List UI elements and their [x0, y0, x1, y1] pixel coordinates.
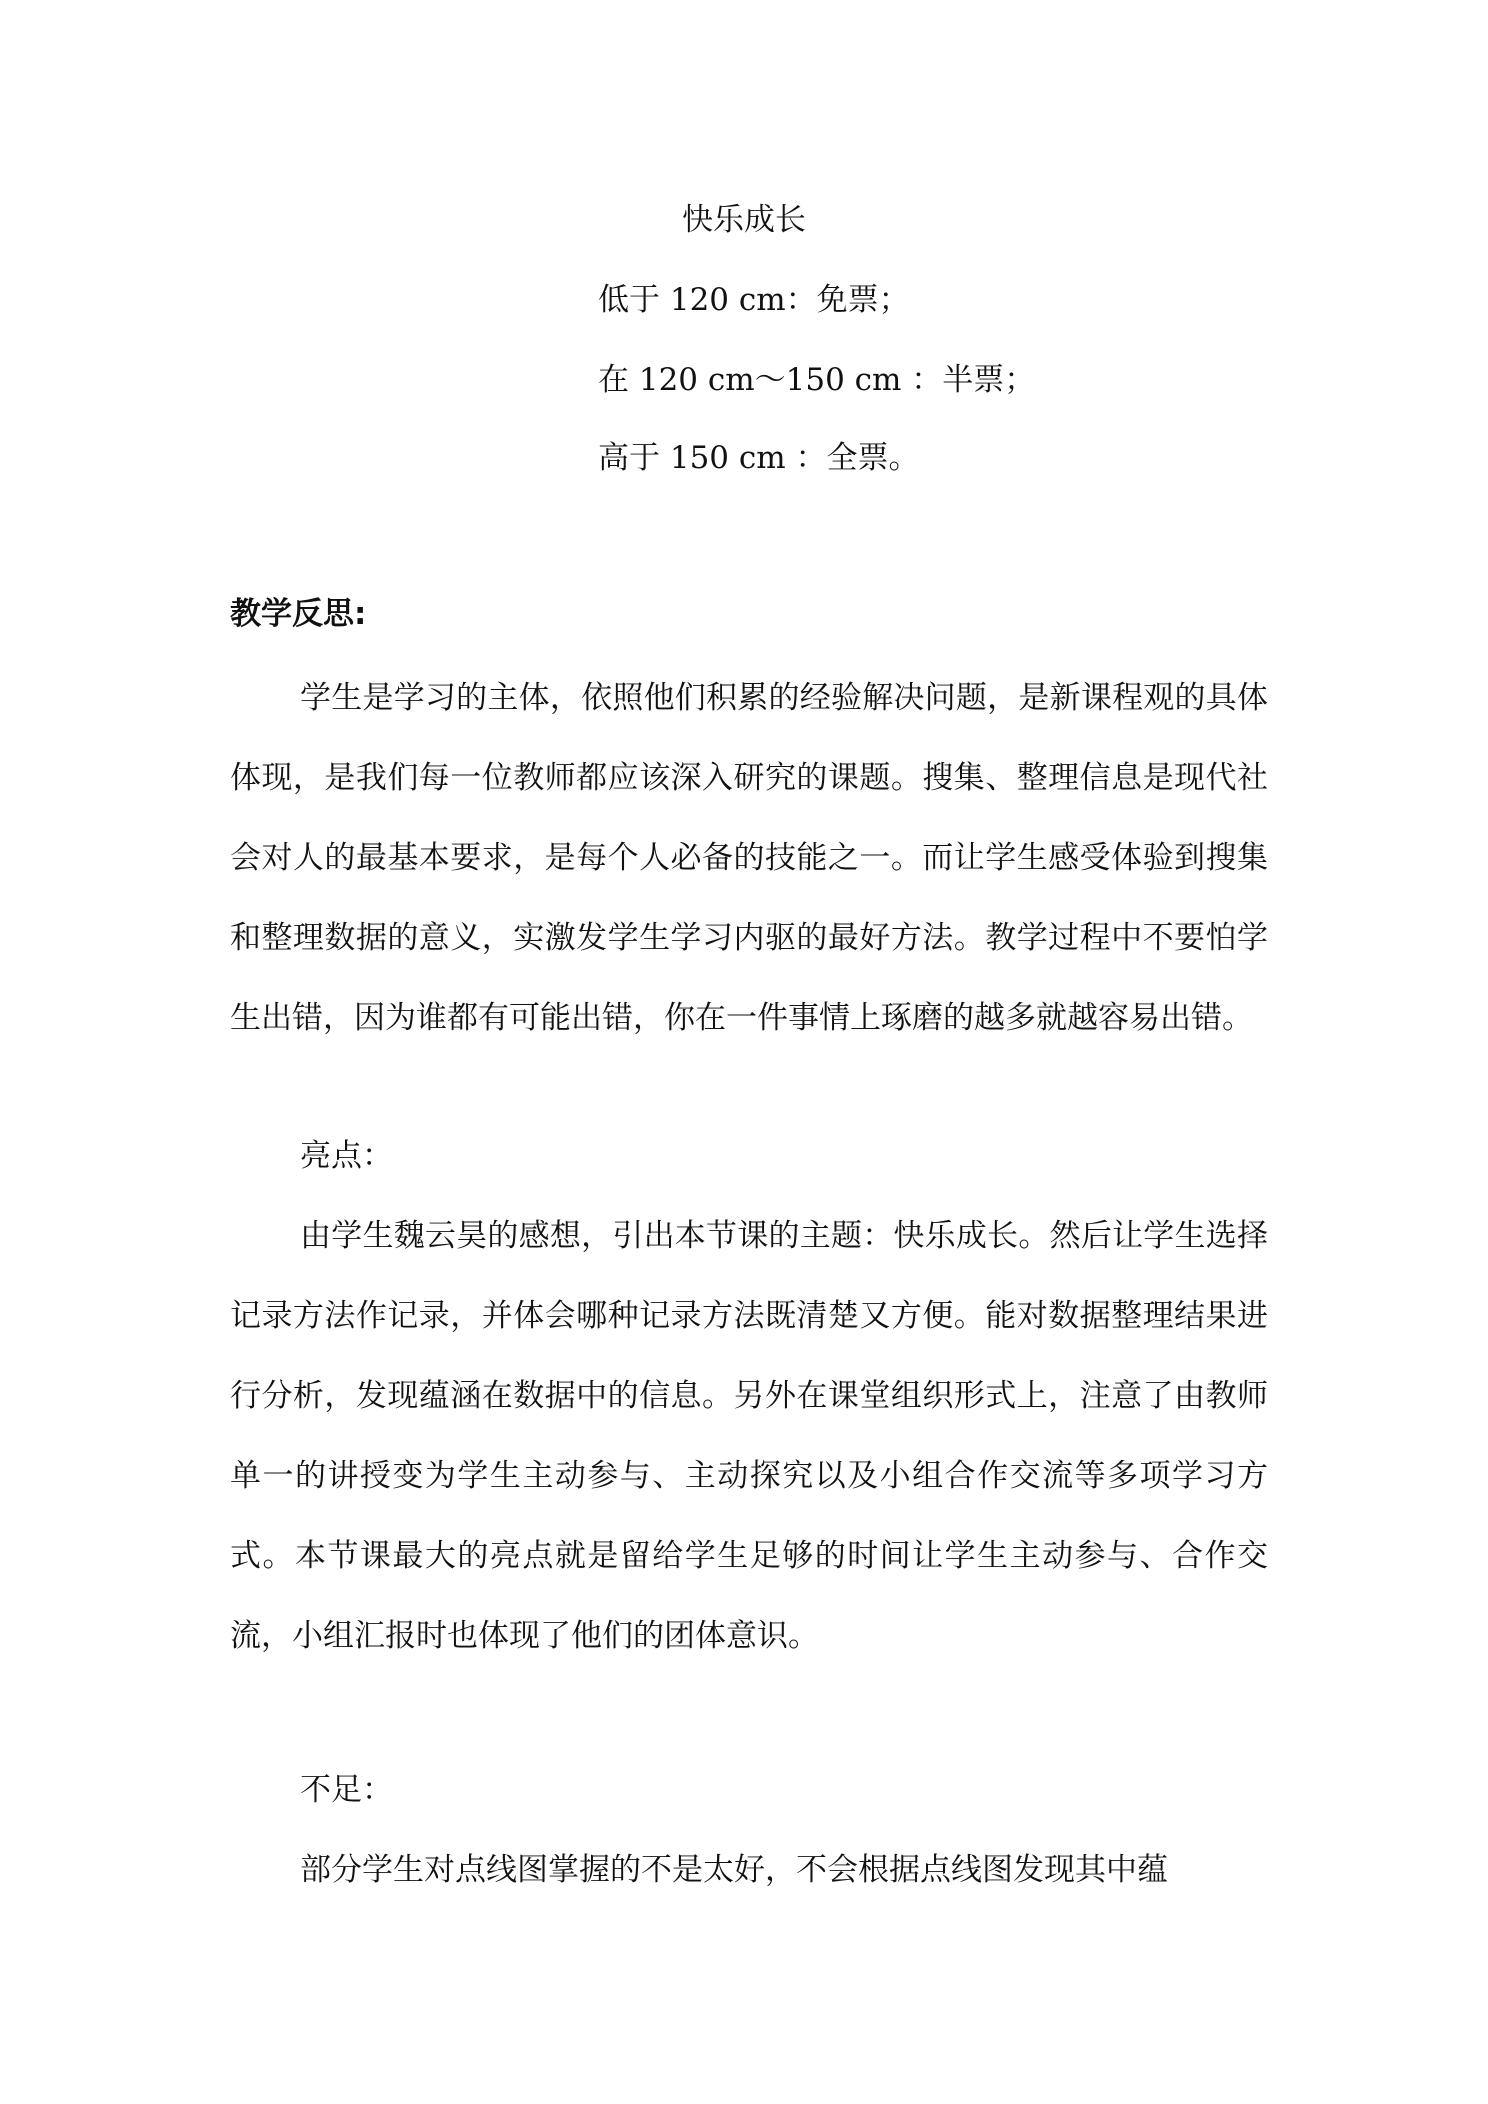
shortcoming-paragraph: 部分学生对点线图掌握的不是太好，不会根据点线图发现其中蕴	[300, 1852, 1168, 1888]
reflection-paragraph: 学生是学习的主体，依照他们积累的经验解决问题，是新课程观的具体体现，是我们每一位教师都应该深入研究的课题。搜集、整理信息是现代社会对人的最基本要求，是每个人必备的技能之一。而让学生感受体验到搜集和整理数据的意义，实激发学生学习内驱的最好方法。教学过程中不要怕学生出错，因为谁都有可能出错，你在一件事情上琢磨的越多就越容易出错。	[230, 680, 1268, 1036]
highlight-paragraph: 由学生魏云昊的感想，引出本节课的主题：快乐成长。然后让学生选择记录方法作记录，并体会哪种记录方法既清楚又方便。能对数据整理结果进行分析，发现蕴涵在数据中的信息。另外在课堂组织形式上，注意了由教师单一的讲授变为学生主动参与、主动探究以及小组合作交流等多项学习方式。本节课最大的亮点就是留给学生足够的时间让学生主动参与、合作交流，小组汇报时也体现了他们的团体意识。	[230, 1218, 1268, 1654]
section-heading: 教学反思:	[230, 596, 367, 632]
shortcoming-label: 不足：	[300, 1772, 393, 1808]
document-title: 快乐成长	[682, 202, 806, 238]
highlight-label: 亮点：	[300, 1138, 393, 1174]
ticket-rule-full: 高于 150 cm ：全票。	[598, 440, 920, 476]
ticket-rule-half: 在 120 cm～150 cm ：半票；	[598, 362, 1036, 398]
ticket-rule-free: 低于 120 cm：免票；	[598, 282, 910, 318]
